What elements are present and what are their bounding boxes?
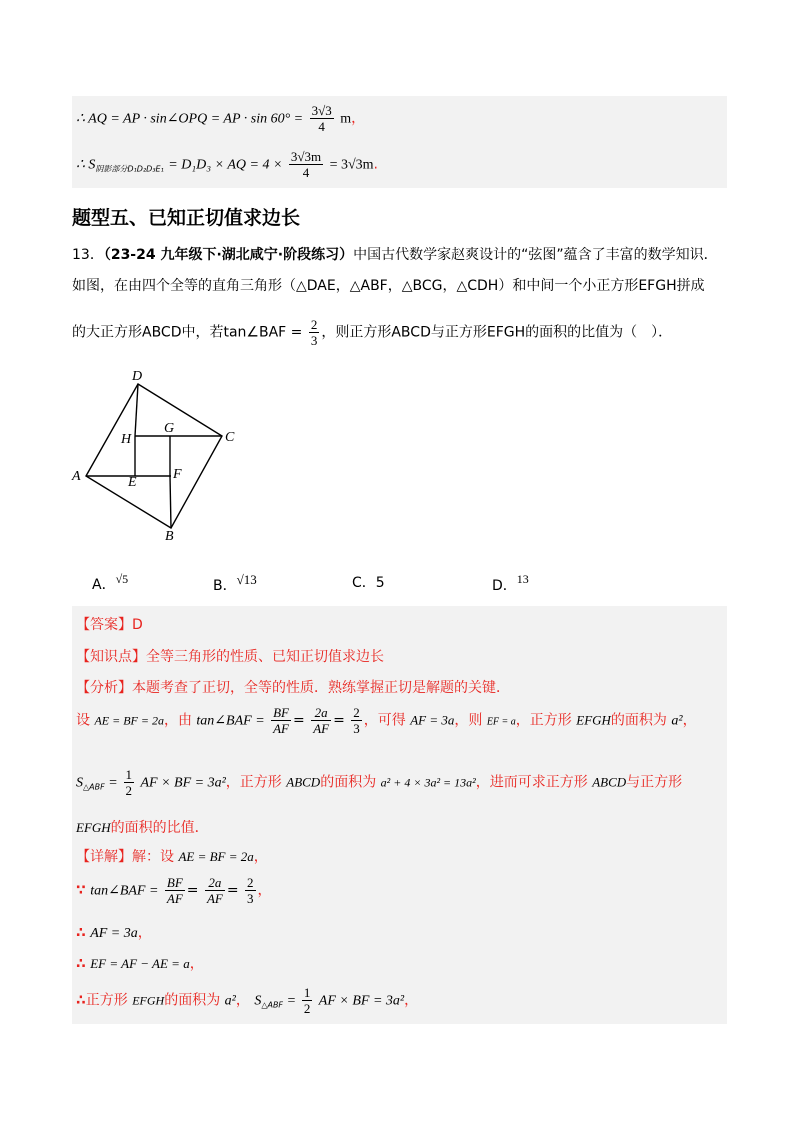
label-d: D — [132, 370, 143, 384]
fraction: $\frac{2}{3}$ — [310, 317, 318, 348]
fraction: $\frac{3√3m}{4}$ — [290, 149, 322, 180]
detail-step-2: ∴ AF = 3a， — [76, 925, 152, 941]
option-d[interactable]: D．13 — [492, 572, 529, 594]
detail-line: 【详解】解：设 AE = BF = 2a， — [76, 849, 268, 865]
detail-step-1: ∵ tan∠BAF = $\frac{BF}{AF}$ = $\frac{2a}{AF}$ = $\frac{2}{3}$ ， — [76, 875, 272, 906]
option-c[interactable]: C．5 — [352, 575, 385, 591]
detail-step-4: ∴正方形 EFGH的面积为 a²， $S_{\triangle ABF}$ = $\frac{1}{2}$ AF × BF = 3a²， — [76, 985, 419, 1016]
analysis-math-line-2: $S_{\triangle ABF}$ = $\frac{1}{2}$ AF × BF = 3a²，正方形 ABCD的面积为 a² + 4 × 3a² = 13a²，进而可求正方形 ABCD与正方形 — [76, 767, 683, 798]
label-c: C — [225, 430, 235, 445]
question-line-3: 的大正方形ABCD中，若tan∠BAF = $\frac{2}{3}$ ，则正方形ABCD与正方形EFGH的面积的比值为（ ）． — [72, 317, 673, 348]
label-g: G — [164, 421, 175, 436]
zhao-shuang-figure — [66, 370, 256, 545]
answer-line: 【答案】D — [76, 617, 143, 633]
square-abcd — [86, 384, 222, 528]
knowledge-line: 【知识点】全等三角形的性质、已知正切值求边长 — [76, 649, 384, 665]
label-f: F — [173, 467, 182, 482]
question-line-2: 如图，在由四个全等的直角三角形（△DAE，△ABF，△BCG，△CDH）和中间一个小正方形EFGH拼成 — [72, 278, 705, 294]
solution-line-1: ∴ AQ = AP · sin∠OPQ = AP · sin 60° = $\frac{3√3}{4}$ m， — [76, 103, 366, 134]
option-b[interactable]: B．√13 — [213, 572, 257, 594]
analysis-math-line-3: EFGH的面积的比值． — [76, 820, 209, 836]
analysis-math-line-1: 设 AE = BF = 2a，由 tan∠BAF = $\frac{BF}{AF}$ = $\frac{2a}{AF}$ = $\frac{2}{3}$ ，可得 AF = 3a，则 EF = a，正方形 EFGH的面积为 a²， — [76, 705, 697, 736]
label-b: B — [165, 529, 174, 544]
option-a[interactable]: A．√5 — [92, 572, 129, 593]
line-fb — [170, 476, 171, 528]
line-dh — [135, 384, 138, 436]
section-title: 题型五、已知正切值求边长 — [72, 207, 301, 229]
solution-line-2: ∴ $S_{阴影部分D_1D_2D_3E_1} = D_1D_3$ × AQ = 4 × $\frac{3√3m}{4}$ = 3√3m. — [76, 149, 378, 180]
label-h: H — [121, 432, 132, 447]
label-e: E — [128, 475, 137, 490]
detail-step-3: ∴ EF = AF − AE = a， — [76, 956, 204, 972]
fraction: $\frac{3√3}{4}$ — [311, 103, 332, 134]
question-line-1: 13．（23-24 九年级下·湖北咸宁·阶段练习）中国古代数学家赵爽设计的“弦图”蕴含了丰富的数学知识． — [72, 247, 718, 263]
analysis-line: 【分析】本题考查了正切，全等的性质．熟练掌握正切是解题的关键． — [76, 680, 510, 696]
label-a: A — [72, 469, 81, 484]
